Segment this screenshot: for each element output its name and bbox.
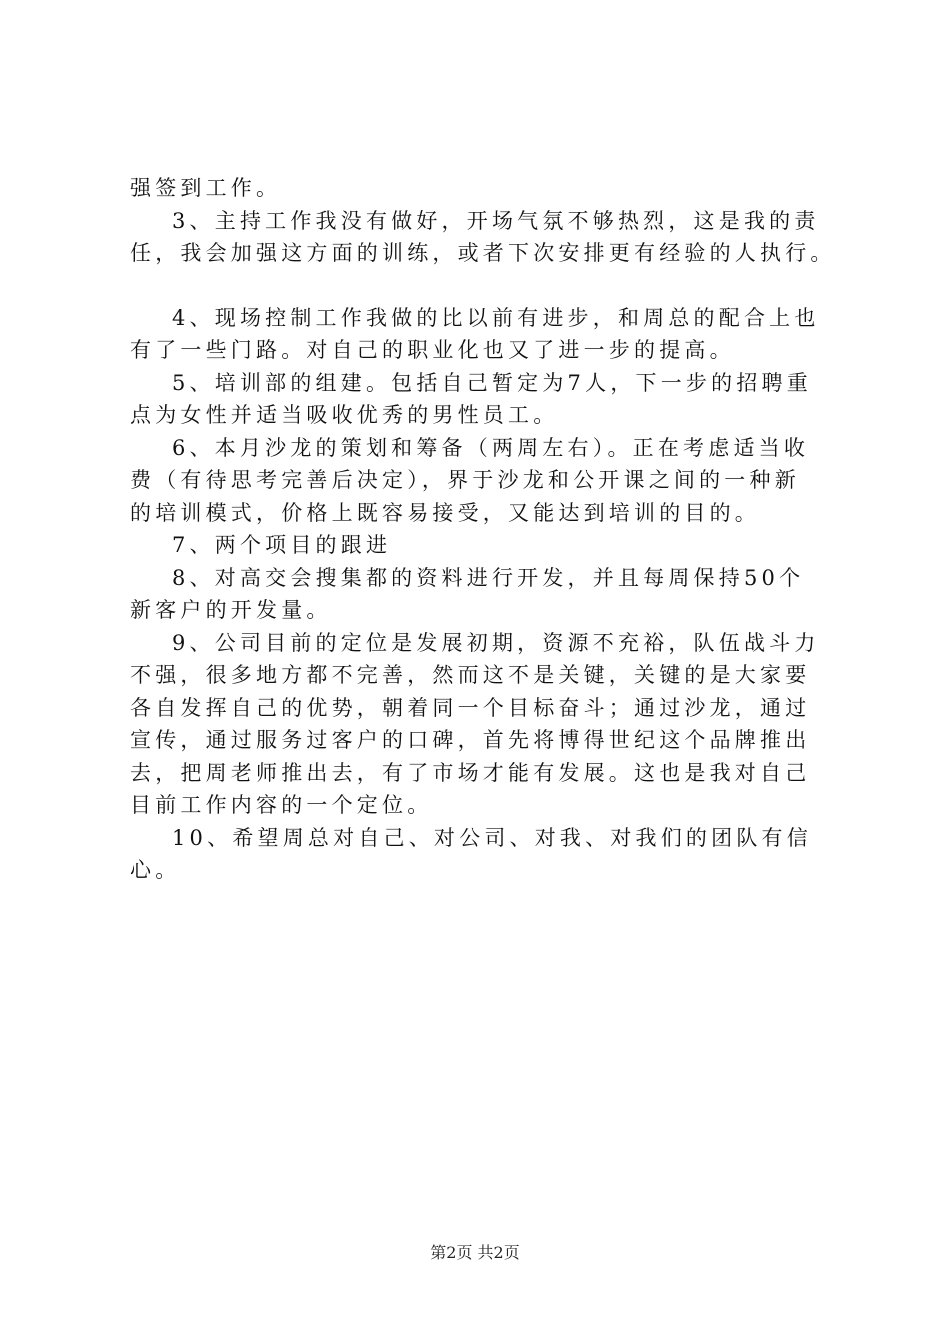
paragraph-8-line: 8、对高交会搜集都的资料进行开发，并且每周保持50个 — [172, 565, 805, 590]
paragraph-9-line: 目前工作内容的一个定位。 — [130, 793, 433, 817]
paragraph-10-line: 10、希望周总对自己、对公司、对我、对我们的团队有信 — [172, 825, 812, 850]
paragraph-7-line: 7、两个项目的跟进 — [172, 533, 392, 557]
paragraph-9-line: 9、公司目前的定位是发展初期，资源不充裕，队伍战斗力 — [172, 630, 820, 655]
paragraph-spacer — [130, 270, 845, 302]
paragraph-9-line: 宣传，通过服务过客户的口碑，首先将博得世纪这个品牌推出 — [130, 728, 811, 752]
paragraph-6-line: 的培训模式，价格上既容易接受，又能达到培训的目的。 — [130, 500, 760, 525]
paragraph-6-line: 6、本月沙龙的策划和筹备（两周左右）。正在考虑适当收 — [172, 435, 810, 460]
paragraph-10-line: 心。 — [130, 858, 181, 882]
document-body — [130, 172, 845, 887]
paragraph-4-line: 4、现场控制工作我做的比以前有进步，和周总的配合上也 — [172, 305, 820, 330]
text-line: 强签到工作。 — [130, 176, 282, 200]
paragraph-5-line: 5、培训部的组建。包括自己暂定为7人，下一步的招聘重 — [172, 370, 812, 395]
paragraph-6-line: 费（有待思考完善后决定），界于沙龙和公开课之间的一种新 — [130, 468, 800, 492]
paragraph-5-line: 点为女性并适当吸收优秀的男性员工。 — [130, 403, 559, 427]
paragraph-3-line: 任，我会加强这方面的训练，或者下次安排更有经验的人执行。 — [130, 241, 836, 265]
page-number-footer: 第2页 共2页 — [430, 1243, 520, 1262]
paragraph-8-line: 新客户的开发量。 — [130, 598, 332, 622]
paragraph-3-line: 3、主持工作我没有做好，开场气氛不够热烈，这是我的责 — [172, 208, 820, 233]
paragraph-9-line: 去，把周老师推出去，有了市场才能有发展。这也是我对自己 — [130, 760, 811, 785]
paragraph-9-line: 不强，很多地方都不完善，然而这不是关键，关键的是大家要 — [130, 663, 811, 687]
paragraph-9-line: 各自发挥自己的优势，朝着同一个目标奋斗；通过沙龙，通过 — [130, 695, 811, 720]
paragraph-4-line: 有了一些门路。对自己的职业化也又了进一步的提高。 — [130, 338, 735, 362]
